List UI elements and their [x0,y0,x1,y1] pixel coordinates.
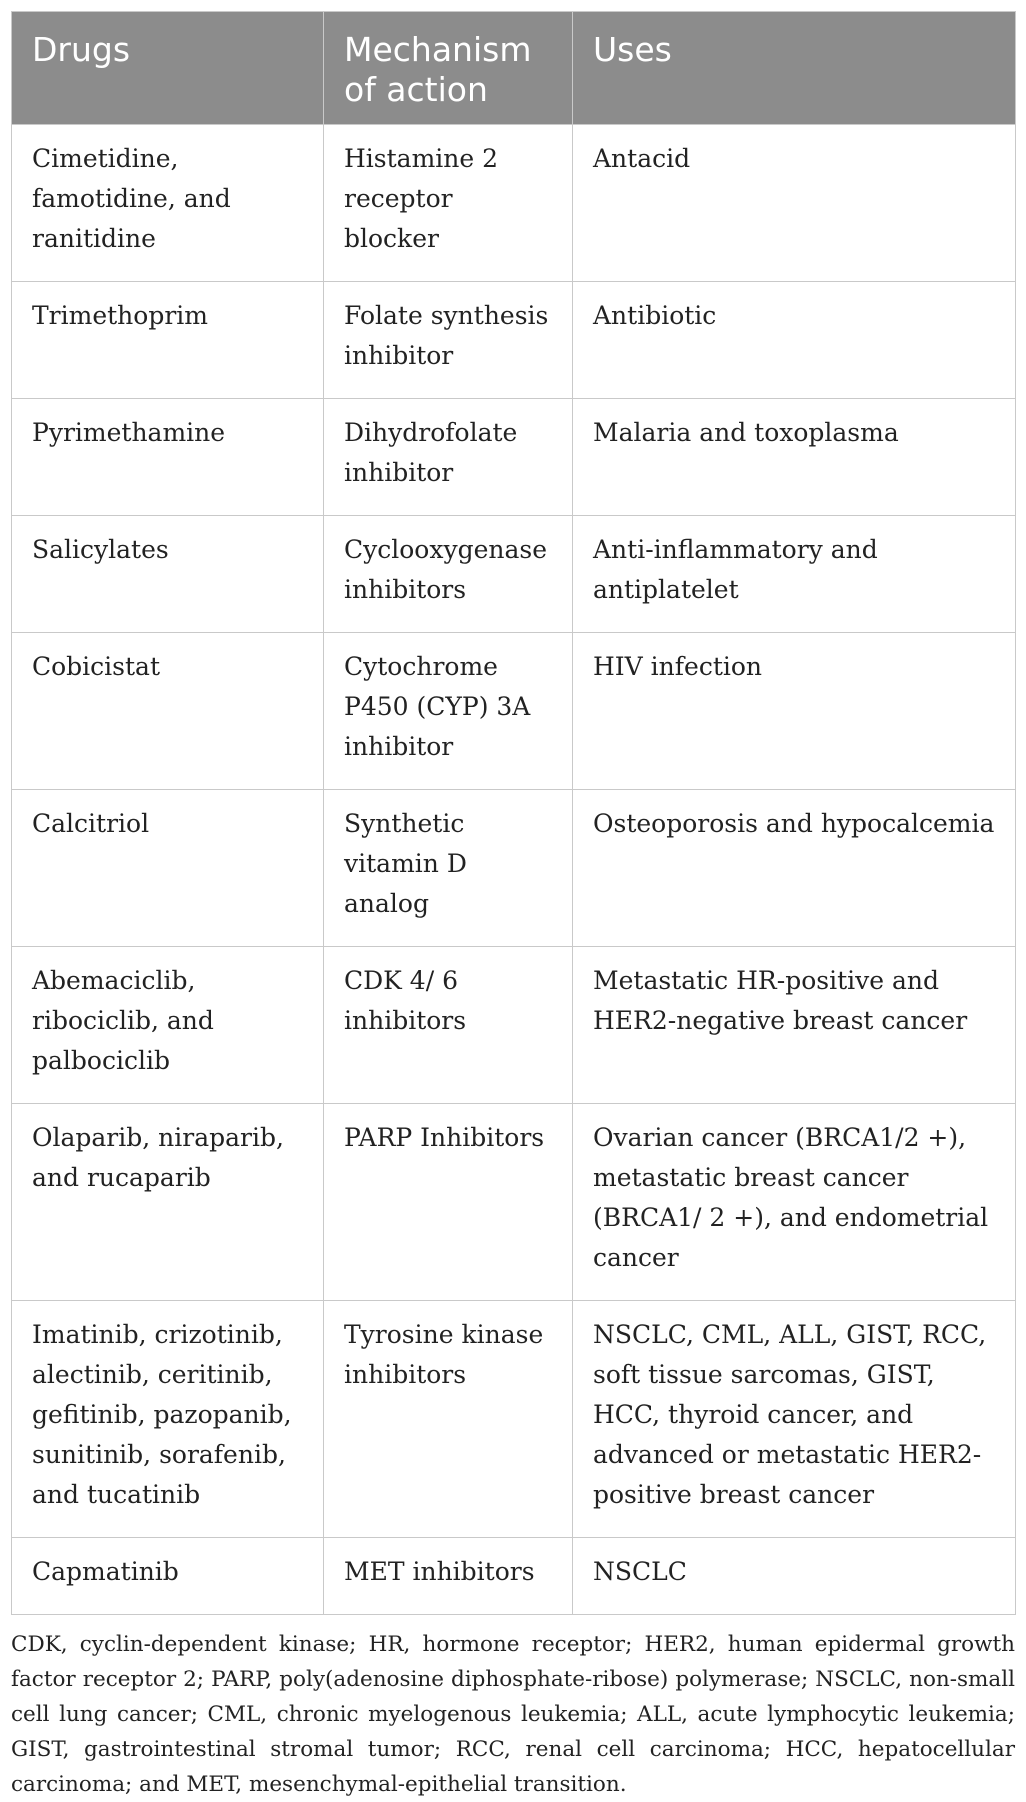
cell-uses: Metastatic HR-positive and HER2-negative breast cancer [573,947,1016,1104]
cell-mechanism: Synthetic vitamin D analog [324,790,573,947]
cell-uses: Anti-inflammatory and antiplatelet [573,516,1016,633]
cell-drugs: Trimethoprim [12,282,324,399]
cell-uses: Ovarian cancer (BRCA1/2 +), metastatic breast cancer (BRCA1/ 2 +), and endometrial cancer [573,1104,1016,1301]
drug-table [11,11,1016,1615]
cell-uses: Antacid [573,125,1016,282]
cell-uses: Malaria and toxoplasma [573,399,1016,516]
cell-uses: Osteoporosis and hypocalcemia [573,790,1016,947]
table-row [12,516,1016,633]
cell-drugs: Pyrimethamine [12,399,324,516]
table-row [12,1301,1016,1538]
table-row [12,1104,1016,1301]
header-uses: Uses [573,12,1016,125]
cell-mechanism: PARP Inhibitors [324,1104,573,1301]
table-row [12,1538,1016,1615]
header-row [12,12,1016,125]
cell-mechanism: Tyrosine kinase inhibitors [324,1301,573,1538]
table-row [12,633,1016,790]
table-row [12,790,1016,947]
cell-drugs: Calcitriol [12,790,324,947]
table-row [12,399,1016,516]
table-row [12,125,1016,282]
cell-mechanism: Histamine 2 receptor blocker [324,125,573,282]
cell-drugs: Cobicistat [12,633,324,790]
cell-uses: NSCLC [573,1538,1016,1615]
cell-drugs: Capmatinib [12,1538,324,1615]
cell-mechanism: Folate synthesis inhibitor [324,282,573,399]
cell-mechanism: Cytochrome P450 (CYP) 3A inhibitor [324,633,573,790]
document [11,11,1015,1802]
cell-uses: HIV infection [573,633,1016,790]
cell-drugs: Imatinib, crizotinib, alectinib, ceritinib, gefitinib, pazopanib, sunitinib, sorafenib, and tucatinib [12,1301,324,1538]
header-mechanism: Mechanism of action [324,12,573,125]
cell-uses: NSCLC, CML, ALL, GIST, RCC, soft tissue sarcomas, GIST, HCC, thyroid cancer, and advanced or metastatic HER2-positive breast cancer [573,1301,1016,1538]
cell-mechanism: CDK 4/ 6 inhibitors [324,947,573,1104]
table-row [12,282,1016,399]
table-footnote: CDK, cyclin-dependent kinase; HR, hormone receptor; HER2, human epidermal growth factor receptor 2; PARP, poly(adenosine diphosphate-ribose) polymerase; NSCLC, non-small cell lung cancer; CML, chronic myelogenous leukemia; ALL, acute lymphocytic leukemia; GIST, gastrointestinal stromal tumor; RCC, renal cell carcinoma; HCC, hepatocellular carcinoma; and MET, mesenchymal-epithelial transition. [11,1632,1015,1797]
cell-mechanism: MET inhibitors [324,1538,573,1615]
cell-uses: Antibiotic [573,282,1016,399]
cell-mechanism: Cyclooxygenase inhibitors [324,516,573,633]
cell-drugs: Salicylates [12,516,324,633]
cell-mechanism: Dihydrofolate inhibitor [324,399,573,516]
table-row [12,947,1016,1104]
cell-drugs: Olaparib, niraparib, and rucaparib [12,1104,324,1301]
cell-drugs: Cimetidine, famotidine, and ranitidine [12,125,324,282]
header-drugs: Drugs [12,12,324,125]
cell-drugs: Abemaciclib, ribociclib, and palbociclib [12,947,324,1104]
